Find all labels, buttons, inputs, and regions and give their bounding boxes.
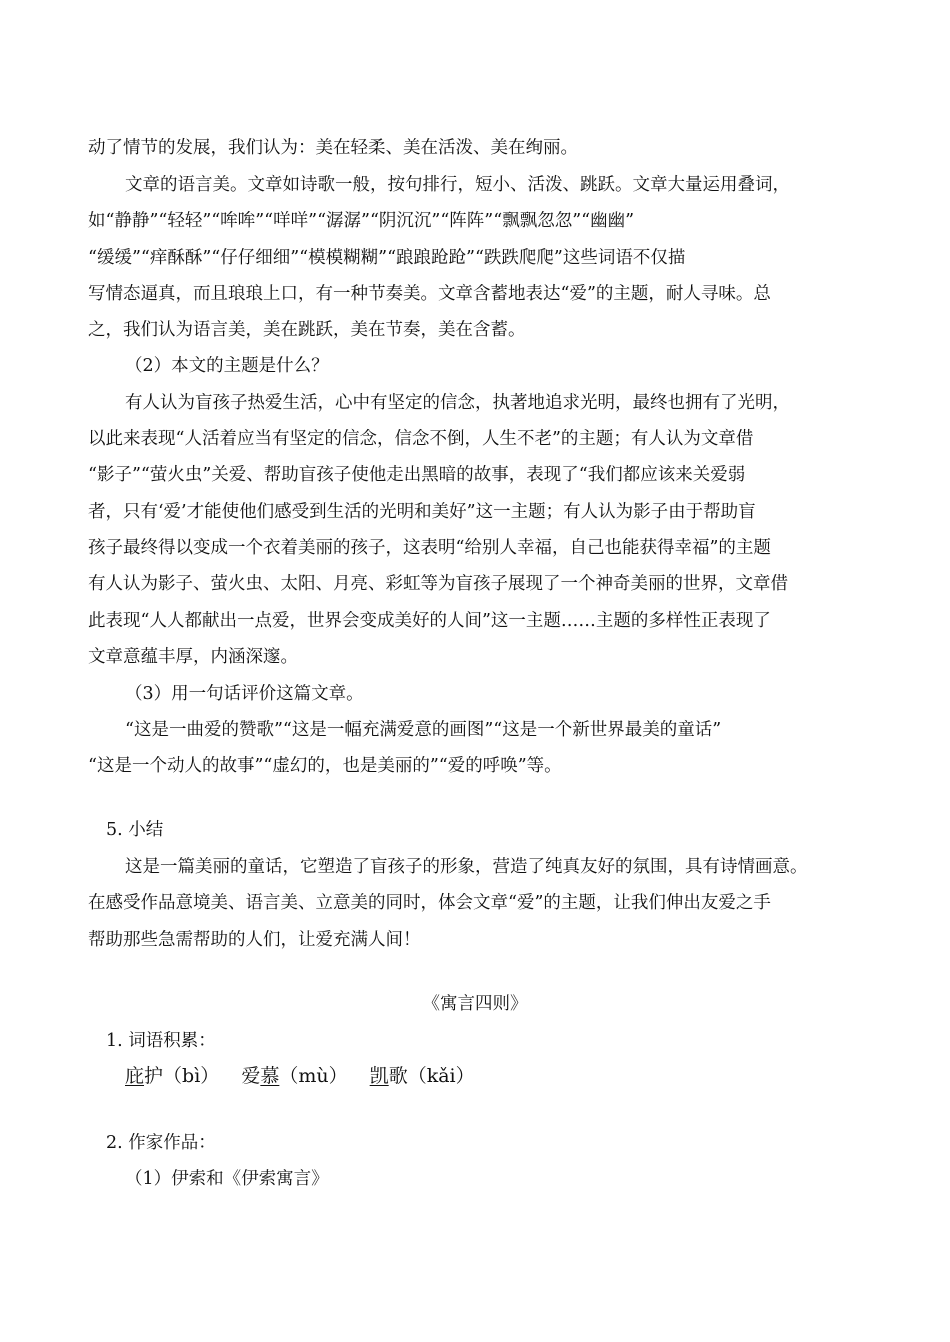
theme-line-2: 以此来表现“人活着应当有坚定的信念，信念不倒，人生不老”的主题；有人认为文章借 [88,429,754,449]
vocab-list [125,1067,475,1086]
language-beauty-line-2: 如“静静”“轻轻”“哞哞”“咩咩”“潺潺”“阴沉沉”“阵阵”“飘飘忽忽”“幽幽” [88,211,635,231]
theme-line-3: “影子”“萤火虫”关爱、帮助盲孩子使他走出黑暗的故事，表现了“我们都应该来关爱弱 [88,465,746,485]
theme-line-5: 孩子最终得以变成一个衣着美丽的孩子，这表明“给别人幸福，自己也能获得幸福”的主题 [88,538,771,558]
author-item-1: （1）伊索和《伊索寓言》 [125,1169,329,1189]
language-beauty-line-1: 文章的语言美。文章如诗歌一般，按句排行，短小、活泼、跳跃。文章大量运用叠词， [125,175,790,195]
theme-line-4: 者，只有‘爱’才能使他们感受到生活的光明和美好”这一主题；有人认为影子由于帮助盲 [88,502,756,522]
vocab-item: 爱慕（mù） [241,1065,348,1087]
summary-heading: 5. 小结 [106,820,164,840]
theme-line-8: 文章意蕴丰厚，内涵深邃。 [88,647,298,667]
summary-line-2: 在感受作品意境美、语言美、立意美的同时，体会文章“爱”的主题，让我们伸出友爱之手 [88,893,771,913]
intro-line-1: 动了情节的发展，我们认为：美在轻柔、美在活泼、美在绚丽。 [88,138,578,158]
theme-line-6: 有人认为影子、萤火虫、太阳、月亮、彩虹等为盲孩子展现了一个神奇美丽的世界，文章借 [88,574,788,594]
vocab-heading: 1. 词语积累： [106,1031,216,1051]
fables-title: 《寓言四则》 [422,994,528,1014]
summary-line-1: 这是一篇美丽的童话，它塑造了盲孩子的形象，营造了纯真友好的氛围，具有诗情画意。 [125,857,808,877]
vocab-item: 庇护（bì） [125,1065,220,1087]
question-2-title: （2）本文的主题是什么？ [125,356,329,376]
evaluation-line-1: “这是一曲爱的赞歌”“这是一幅充满爱意的画图”“这是一个新世界最美的童话” [125,720,722,740]
question-3-title: （3）用一句话评价这篇文章。 [125,684,364,704]
evaluation-line-2: “这是一个动人的故事”“虚幻的，也是美丽的”“爱的呼唤”等。 [88,756,562,776]
summary-line-3: 帮助那些急需帮助的人们，让爱充满人间！ [88,930,421,950]
language-beauty-line-3: “缓缓”“痒酥酥”“仔仔细细”“模模糊糊”“踉踉跄跄”“跌跌爬爬”这些词语不仅描 [88,248,686,268]
theme-line-7: 此表现“人人都献出一点爱，世界会变成美好的人间”这一主题……主题的多样性正表现了 [88,611,771,631]
language-beauty-line-4: 写情态逼真，而且琅琅上口，有一种节奏美。文章含蓄地表达“爱”的主题，耐人寻味。总 [88,284,771,304]
author-heading: 2. 作家作品： [106,1133,216,1153]
vocab-item: 凯歌（kǎi） [369,1065,475,1087]
theme-line-1: 有人认为盲孩子热爱生活，心中有坚定的信念，执著地追求光明，最终也拥有了光明， [125,393,790,413]
language-beauty-line-5: 之，我们认为语言美，美在跳跃，美在节奏，美在含蓄。 [88,320,526,340]
